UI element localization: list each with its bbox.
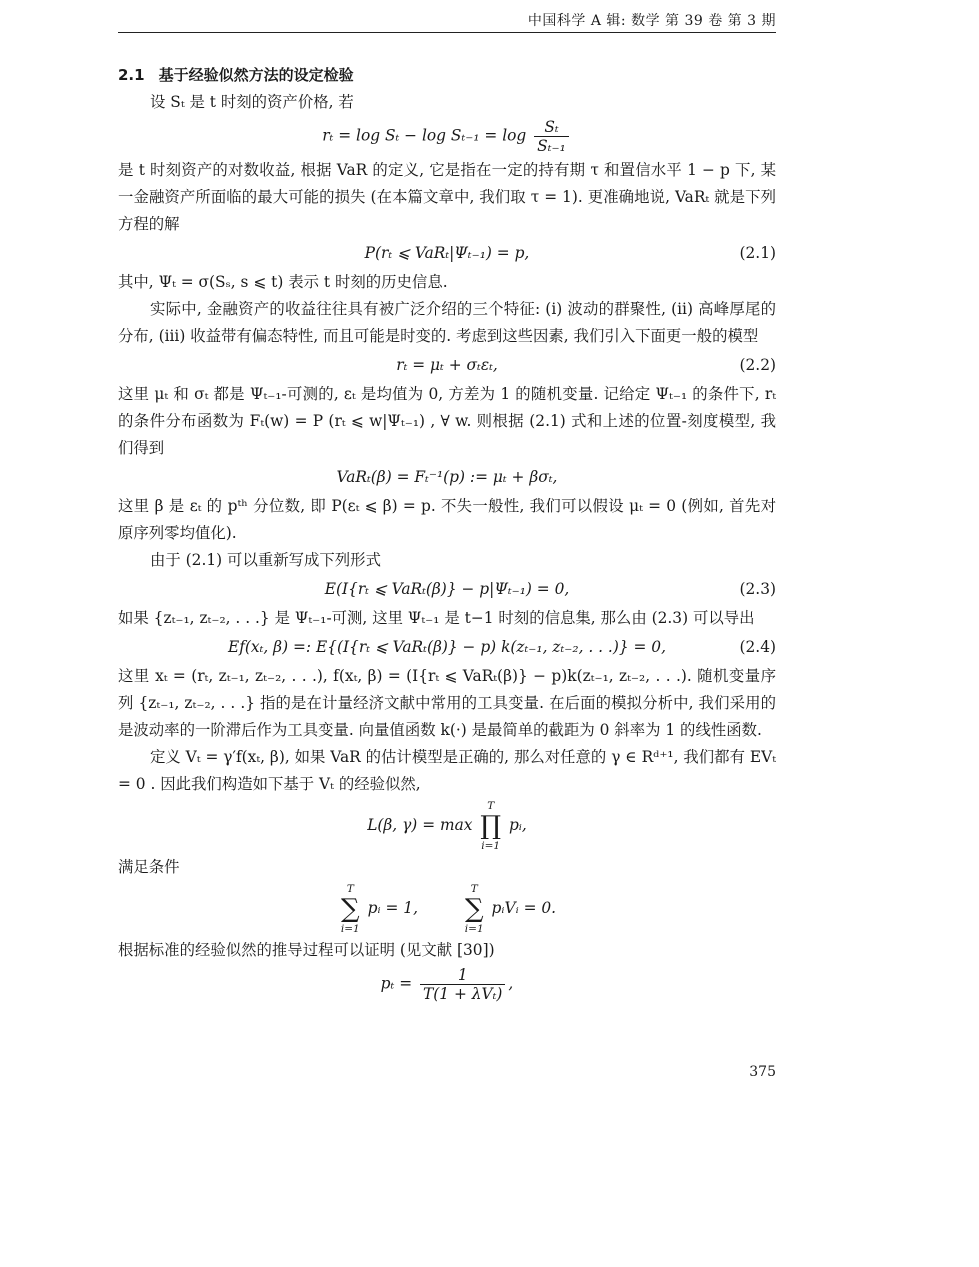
- page-body: [118, 62, 776, 1005]
- operator-lower-limit: i=1: [464, 923, 484, 935]
- operator-upper-limit: T: [470, 883, 478, 895]
- equation-tag: (2.4): [739, 638, 776, 656]
- operator-lower-limit: i=1: [340, 923, 360, 935]
- equation-2-4: [118, 634, 776, 661]
- section-number: 2.1: [118, 66, 145, 84]
- equation-lhs: pₜ =: [380, 974, 413, 993]
- equation-fraction: [534, 118, 569, 155]
- section-title: 基于经验似然方法的设定检验: [158, 66, 354, 84]
- equation-body: VaRₜ(β) = Fₜ⁻¹(p) := μₜ + βσₜ,: [336, 468, 558, 486]
- operator-upper-limit: T: [487, 800, 495, 812]
- equation-fraction: [420, 966, 505, 1003]
- equation-var-beta: [118, 464, 776, 491]
- operator-symbol: ∏: [480, 811, 502, 841]
- running-head: 中国科学 A 辑: 数学 第 39 卷 第 3 期: [527, 13, 776, 29]
- product-operator: [480, 800, 501, 852]
- equation-body: Ef(xₜ, β) =: E{(I{rₜ ⩽ VaRₜ(β)} − p) k(zₜ₋₁, zₜ₋₂, . . .)} = 0,: [227, 638, 666, 656]
- paragraph-10: 定义 Vₜ = γ′f(xₜ, β), 如果 VaR 的估计模型是正确的, 那么对任意的 γ ∈ Rᵈ⁺¹, 我们都有 EVₜ = 0 . 因此我们构造如下基于 Vₜ 的经验似然,: [118, 748, 776, 793]
- paragraph-4: 实际中, 金融资产的收益往往具有被广泛介绍的三个特征: (i) 波动的群聚性, (ii) 高峰厚尾的分布, (iii) 收益带有偏态特性, 而且可能是时变的. 考虑到这些因素, 我们引入下面更一般的模型: [118, 300, 776, 345]
- paragraph-9: 这里 xₜ = (rₜ, zₜ₋₁, zₜ₋₂, . . .), f(xₜ, β) = (I{rₜ ⩽ VaRₜ(β)} − p)k(zₜ₋₁, zₜ₋₂, . . .). 随机变量序列 {zₜ₋₁, zₜ₋₂, . . .} 指的是在计量经济文献中常用的工具变量. 在后面的模拟分析中, 我们采用的是波动率的一阶滞后作为工具变量. 向量值函数 k(·) 是最简单的截距为 0 斜率为 1 的线性函数.: [118, 667, 776, 739]
- section-heading: [118, 62, 776, 89]
- paragraph-11: 满足条件: [118, 858, 180, 876]
- equation-2-2: [118, 352, 776, 379]
- paragraph-1: 设 Sₜ 是 t 时刻的资产价格, 若: [150, 93, 354, 111]
- equation-likelihood: [118, 800, 776, 852]
- paragraph-8: 如果 {zₜ₋₁, zₜ₋₂, . . .} 是 Ψₜ₋₁-可测, 这里 Ψₜ₋₁ 是 t−1 时刻的信息集, 那么由 (2.3) 可以导出: [118, 609, 755, 627]
- equation-2-1: [118, 240, 776, 267]
- equation-tag: (2.2): [739, 356, 776, 374]
- fraction-denominator: Sₜ₋₁: [537, 137, 566, 155]
- paragraph-6: 这里 β 是 εₜ 的 pᵗʰ 分位数, 即 P(εₜ ⩽ β) = p. 不失一般性, 我们可以假设 μₜ = 0 (例如, 首先对原序列零均值化).: [118, 497, 776, 542]
- equation-lhs: L(β, γ) = max: [367, 816, 473, 834]
- paragraph-5: 这里 μₜ 和 σₜ 都是 Ψₜ₋₁-可测的, εₜ 是均值为 0, 方差为 1 的随机变量. 记给定 Ψₜ₋₁ 的条件下, rₜ 的条件分布函数为 Fₜ(w) = P (rₜ ⩽ w|Ψₜ₋₁) , ∀ w. 则根据 (2.1) 式和上述的位置-刻度模型, 我们得到: [118, 385, 776, 457]
- equation-body: rₜ = μₜ + σₜεₜ,: [396, 356, 498, 374]
- operator-lower-limit: i=1: [481, 840, 501, 852]
- paragraph-7: 由于 (2.1) 可以重新写成下列形式: [150, 551, 381, 569]
- equation-rhs: ,: [508, 974, 514, 993]
- fraction-denominator: T(1 + λVₜ): [423, 985, 503, 1003]
- paragraph-2: 是 t 时刻资产的对数收益, 根据 VaR 的定义, 它是指在一定的持有期 τ 和置信水平 1 − p 下, 某一金融资产所面临的最大可能的损失 (在本篇文章中, 我们取 τ = 1). 更准确地说, VaRₜ 就是下列方程的解: [118, 161, 776, 233]
- fraction-numerator: 1: [420, 966, 505, 985]
- equation-log-return: [118, 118, 776, 155]
- equation-body: E(I{rₜ ⩽ VaRₜ(β)} − p|Ψₜ₋₁) = 0,: [324, 580, 570, 598]
- constraint-2: pᵢVᵢ = 0.: [491, 899, 557, 917]
- equation-constraints: [118, 883, 776, 935]
- equation-body: P(rₜ ⩽ VaRₜ|Ψₜ₋₁) = p,: [364, 244, 530, 262]
- operator-upper-limit: T: [346, 883, 354, 895]
- sum-operator: [341, 883, 360, 935]
- page-number: 375: [749, 1064, 776, 1080]
- fraction-numerator: Sₜ: [534, 118, 569, 137]
- constraint-1: pᵢ = 1,: [367, 899, 418, 917]
- equation-tag: (2.3): [739, 580, 776, 598]
- equation-lhs: rₜ = log Sₜ − log Sₜ₋₁ = log: [322, 126, 527, 145]
- equation-weights: [118, 966, 776, 1003]
- operator-symbol: ∑: [341, 894, 360, 924]
- paragraph-3: 其中, Ψₜ = σ(Sₛ, s ⩽ t) 表示 t 时刻的历史信息.: [118, 273, 448, 291]
- equation-rhs: pᵢ,: [508, 816, 527, 834]
- equation-tag: (2.1): [739, 244, 776, 262]
- sum-operator: [465, 883, 484, 935]
- header-rule: [118, 32, 776, 33]
- operator-symbol: ∑: [464, 894, 484, 924]
- paragraph-12: 根据标准的经验似然的推导过程可以证明 (见文献 [30]): [118, 941, 495, 959]
- equation-2-3: [118, 576, 776, 603]
